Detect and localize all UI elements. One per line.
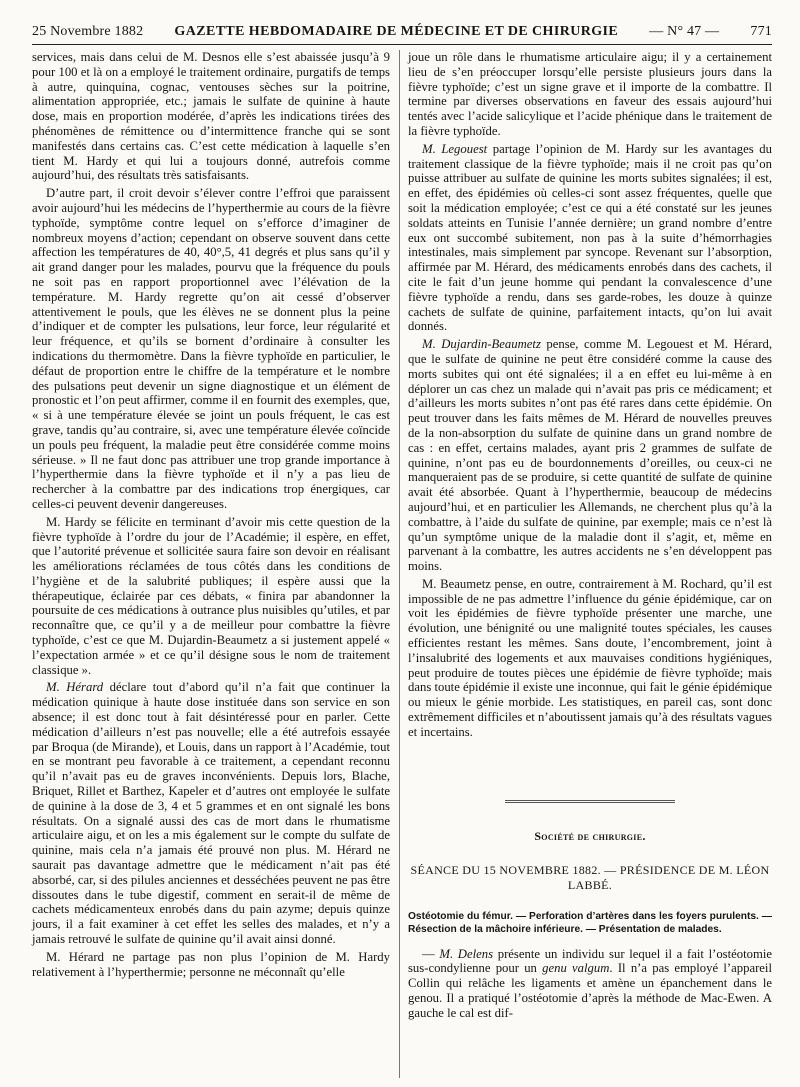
paragraph-text: partage l’opinion de M. Hardy sur les avantages du traitement classique de la fièvre typhoïde; mais il ne croit pas qu’on puisse attribuer au sulfate de quinine les morts subites signalées; il est, en effet, des épidémies où celles-ci sont assez fréquentes, quelle que soit la médication employée; c’est ce qui a été constaté sur les jeunes soldats atteints en Tunisie l’année dernière; un grand nombre d’entre eux ont succombé subitement, non pas à la suite d’hémorrhagies intestinales, mais simplement par syncope. Revenant sur l’absorption, affirmée par M. Hérard, des médicaments enrobés dans des cachets, il cite le fait d’un jeune homme qui pendant la convalescence d’une fièvre typhoïde a rendu, dans ses garde-robes, les douze à quinze cachets de sulfate de quinine, parfaitement intacts, qu’on lui avait donnés. <box>408 141 772 334</box>
session-summary: Ostéotomie du fémur. — Perforation d’artères dans les foyers purulents. — Résection de la mâchoire inférieure. — Présentation de malades. <box>408 911 772 936</box>
issue-date: 25 Novembre 1882 <box>32 24 144 39</box>
journal-page <box>32 22 772 1082</box>
header-rule <box>32 44 772 45</box>
dash: — <box>422 946 440 961</box>
paragraph: services, mais dans celui de M. Desnos elle s’est abaissée jusqu’à 9 pour 100 et là on a employé le traitement ordinaire, purgatifs de temps à autre, quinquina, cognac, ventouses sèches sur la poitrine, alimentation appropriée, etc.; jamais le sulfate de quinine à haute dose, mais en proportion modérée, d’après les indications tirées des phénomènes de rémittence ou d’intermittence franche qui se sont manifestés dans certains cas. C’est cette médication à laquelle s’en tient M. Hardy et qui lui a toujours donné, autrefois comme aujourd’hui, des résultats très satisfaisants. <box>32 50 390 183</box>
paragraph-text: présente un individu sur lequel il a fait l’ostéotomie sus-condylienne pour un <box>408 946 772 976</box>
column-divider <box>399 50 400 1078</box>
journal-title: GAZETTE HEBDOMADAIRE DE MÉDECINE ET DE CHIRURGIE <box>174 24 619 39</box>
paragraph-text: déclare tout d’abord qu’il n’a fait que continuer la médication quinique à haute dose instituée dans son service en son absence; il est donc tout à fait désintéressé pour en parler. Cette médication d’ailleurs n’est pas nouvelle; elle a été autrefois essayée par Broqua (de Mirande), et Louis, dans un rapport à l’Académie, tout en se montrant peu favorable à ce traitement, a cependant reconnu qu’il n’avait pas eu de graves inconvénients. Depuis lors, Blache, Briquet, Rillet et Barthez, Kapeler et d’autres ont employée le sulfate de quinine à la dose de 3, 4 et 5 grammes et en ont signalé les bons résultats. On a signalé aussi des cas de mort dans le rhumatisme articulaire aigu, et on les a mis également sur le compte du sulfate de quinine, mais cela n’a jamais été prouvé non plus. M. Hérard ne saurait pas davantage admettre que le médicament n’ait pas été absorbé, car, si des pilules anciennes et desséchées peuvent ne pas être dissoutes dans le tube digestif, comment en serait-il de même de cachets médicamenteux enrobés dans du pain azyme; depuis quinze jours, il a fait examiner à cet effet les selles des malades, et n’y a jamais retrouvé le sulfate de quinine qu’il avait ainsi donné. <box>32 680 390 947</box>
speaker-name: M. Hérard <box>46 680 104 695</box>
session-heading: SÉANCE DU 15 NOVEMBRE 1882. — PRÉSIDENCE DE M. LÉON LABBÉ. <box>410 863 770 893</box>
speaker-name: M. Legouest <box>422 141 488 156</box>
paragraph: M. Hérard ne partage pas non plus l’opinion de M. Hardy relativement à l’hyperthermie; personne ne méconnaît qu’elle <box>32 949 390 979</box>
paragraph: M. Beaumetz pense, en outre, contrairement à M. Rochard, qu’il est impossible de ne pas admettre l’influence du génie épidémique, car on voit les épidémies de fièvre typhoïde présenter une marche, une évolution, une bénignité ou une malignité toutes spéciales, les causes efficientes restant les mêmes. Sans doute, l’encombrement, joint à l’insalubrité des logements et aux mauvaises conditions hygiéniques, peut produire de toutes pièces une épidémie de fièvre typhoïde; mais dans toute épidémie il existe une inconnue, qui fait le génie épidémique ou mieux le génie morbide. Les statistiques, en pareil cas, sont donc extrêmement difficiles et n’aboutissent jamais qu’à des résultats vagues et incertains. <box>408 576 772 739</box>
page-number: 771 <box>750 24 772 39</box>
paragraph-text: pense, comme M. Legouest et M. Hérard, que le sulfate de quinine ne peut être considéré comme la cause des morts subites qui ont été signalées; il a en effet eu lui-même à en déplorer un cas chez un malade qui n’avait pas pris ce médicament; et d’ailleurs les morts subites n’ont pas été rares dans cette épidémie. On peut trouver dans les faits mêmes de M. Hérard de nouvelles preuves de la non-absorption du sulfate de quinine dans un grand nombre de cas : en effet, certains malades, ayant pris 2 grammes de sulfate de quinine, n’ont pas eu de bourdonnements d’oreilles, ou ceux-ci ne manqueraient pas de se produire, si cette quantité de sulfate de quinine avait été absorbée. Quant à l’hyperthermie, beaucoup de médecins aujourd’hui, et en particulier les Allemands, ne cherchent plus qu’à la combattre, à l’aide du sulfate de quinine, par exemple; mais ce n’est là qu’un symptôme unique de la maladie dont il s’agit, et, même en parvenant à la combattre, les autres accidents ne s’en développent pas moins. <box>408 337 772 574</box>
running-head <box>32 22 772 42</box>
issue-number: — N° 47 — <box>649 24 720 39</box>
speaker-name: M. Dujardin-Beaumetz <box>422 337 541 352</box>
paragraph <box>408 947 772 1021</box>
paragraph-text: . Il n’a pas employé l’appareil Collin qui relâche les ligaments et amène un épanchement dans le genou. Il a pratiqué l’ostéotomie d’après la méthode de Mac-Ewen. A gauche le cal est dif- <box>408 961 772 1020</box>
right-column <box>408 50 772 1021</box>
paragraph <box>408 337 772 574</box>
speaker-name: M. Delens <box>439 946 494 961</box>
medical-term: genu valgum <box>542 961 610 976</box>
paragraph: D’autre part, il croit devoir s’élever contre l’effroi que paraissent avoir aujourd’hui les médecins de l’hyperthermie au cours de la fièvre typhoïde, symptôme contre lequel on s’efforce d’imaginer de nombreux moyens d’action; cependant on observe souvent dans cette affection les températures de 40, 40°,5, 41 degrés et plus sans qu’il y ait grand danger pour les malades, pourvu que la fréquence du pouls ne soit pas en rapport proportionnel avec l’élévation de la température. M. Hardy regrette qu’on ait cessé d’observer attentivement le pouls, que les élèves ne se donnent plus la peine d’indiquer et de compter les pulsations, leur force, leur régularité et leur fréquence, et qu’ils se bornent d’ordinaire à consulter les indications du thermomètre. Dans la fièvre typhoïde en particulier, le défaut de proportion entre le chiffre de la température et le nombre des pulsations peut devenir un signe diagnostique et un élément de pronostic et l’on peut affirmer, comme il en fournit des exemples, que, « si à une température élevée se joint un pouls fréquent, le cas est grave, tandis qu’au contraire, si, avec une température élevée coïncide un pouls peu fréquent, la maladie peut être considérée comme moins sérieuse. » Il ne faut donc pas attribuer une trop grande importance à l’hyperthermie dans la fièvre typhoïde et il n’y a pas lieu de rechercher à la combattre par des indications trop énergiques, car celles-ci peuvent devenir dangereuses. <box>32 186 390 511</box>
paragraph: joue un rôle dans le rhumatisme articulaire aigu; il y a certainement lieu de s’en préoccuper lorsqu’elle persiste plusieurs jours dans la fièvre typhoïde; c’est un signe grave et il importe de la combattre. Il termine par diverses observations en faveur des essais aujourd’hui tentés avec l’acide salicylique et l’acide phénique dans le traitement de la fièvre typhoïde. <box>408 50 772 138</box>
paragraph <box>408 142 772 334</box>
left-column <box>32 50 390 979</box>
section-separator-rule <box>505 800 675 803</box>
paragraph: M. Hardy se félicite en terminant d’avoir mis cette question de la fièvre typhoïde à l’ordre du jour de l’Académie; il espère, en effet, que l’autorité prévenue et sollicitée saura faire son devoir en réalisant les améliorations réclamées de tous côtés dans les conditions de l’hygiène et de la salubrité publiques; il espère aussi que la thérapeutique, éclairée par ces débats, « finira par abandonner la poursuite de ces médications à outrance plus nuisibles qu’utiles, et par reconnaître que, ce qu’il y a de meilleur pour combattre la fièvre typhoïde, c’est ce que M. Dujardin-Beaumetz a si justement appelé « l’expectation armée » et ce qu’il désigne sous le nom de traitement classique ». <box>32 514 390 677</box>
section-title: Société de chirurgie. <box>534 828 646 843</box>
paragraph <box>32 680 390 946</box>
